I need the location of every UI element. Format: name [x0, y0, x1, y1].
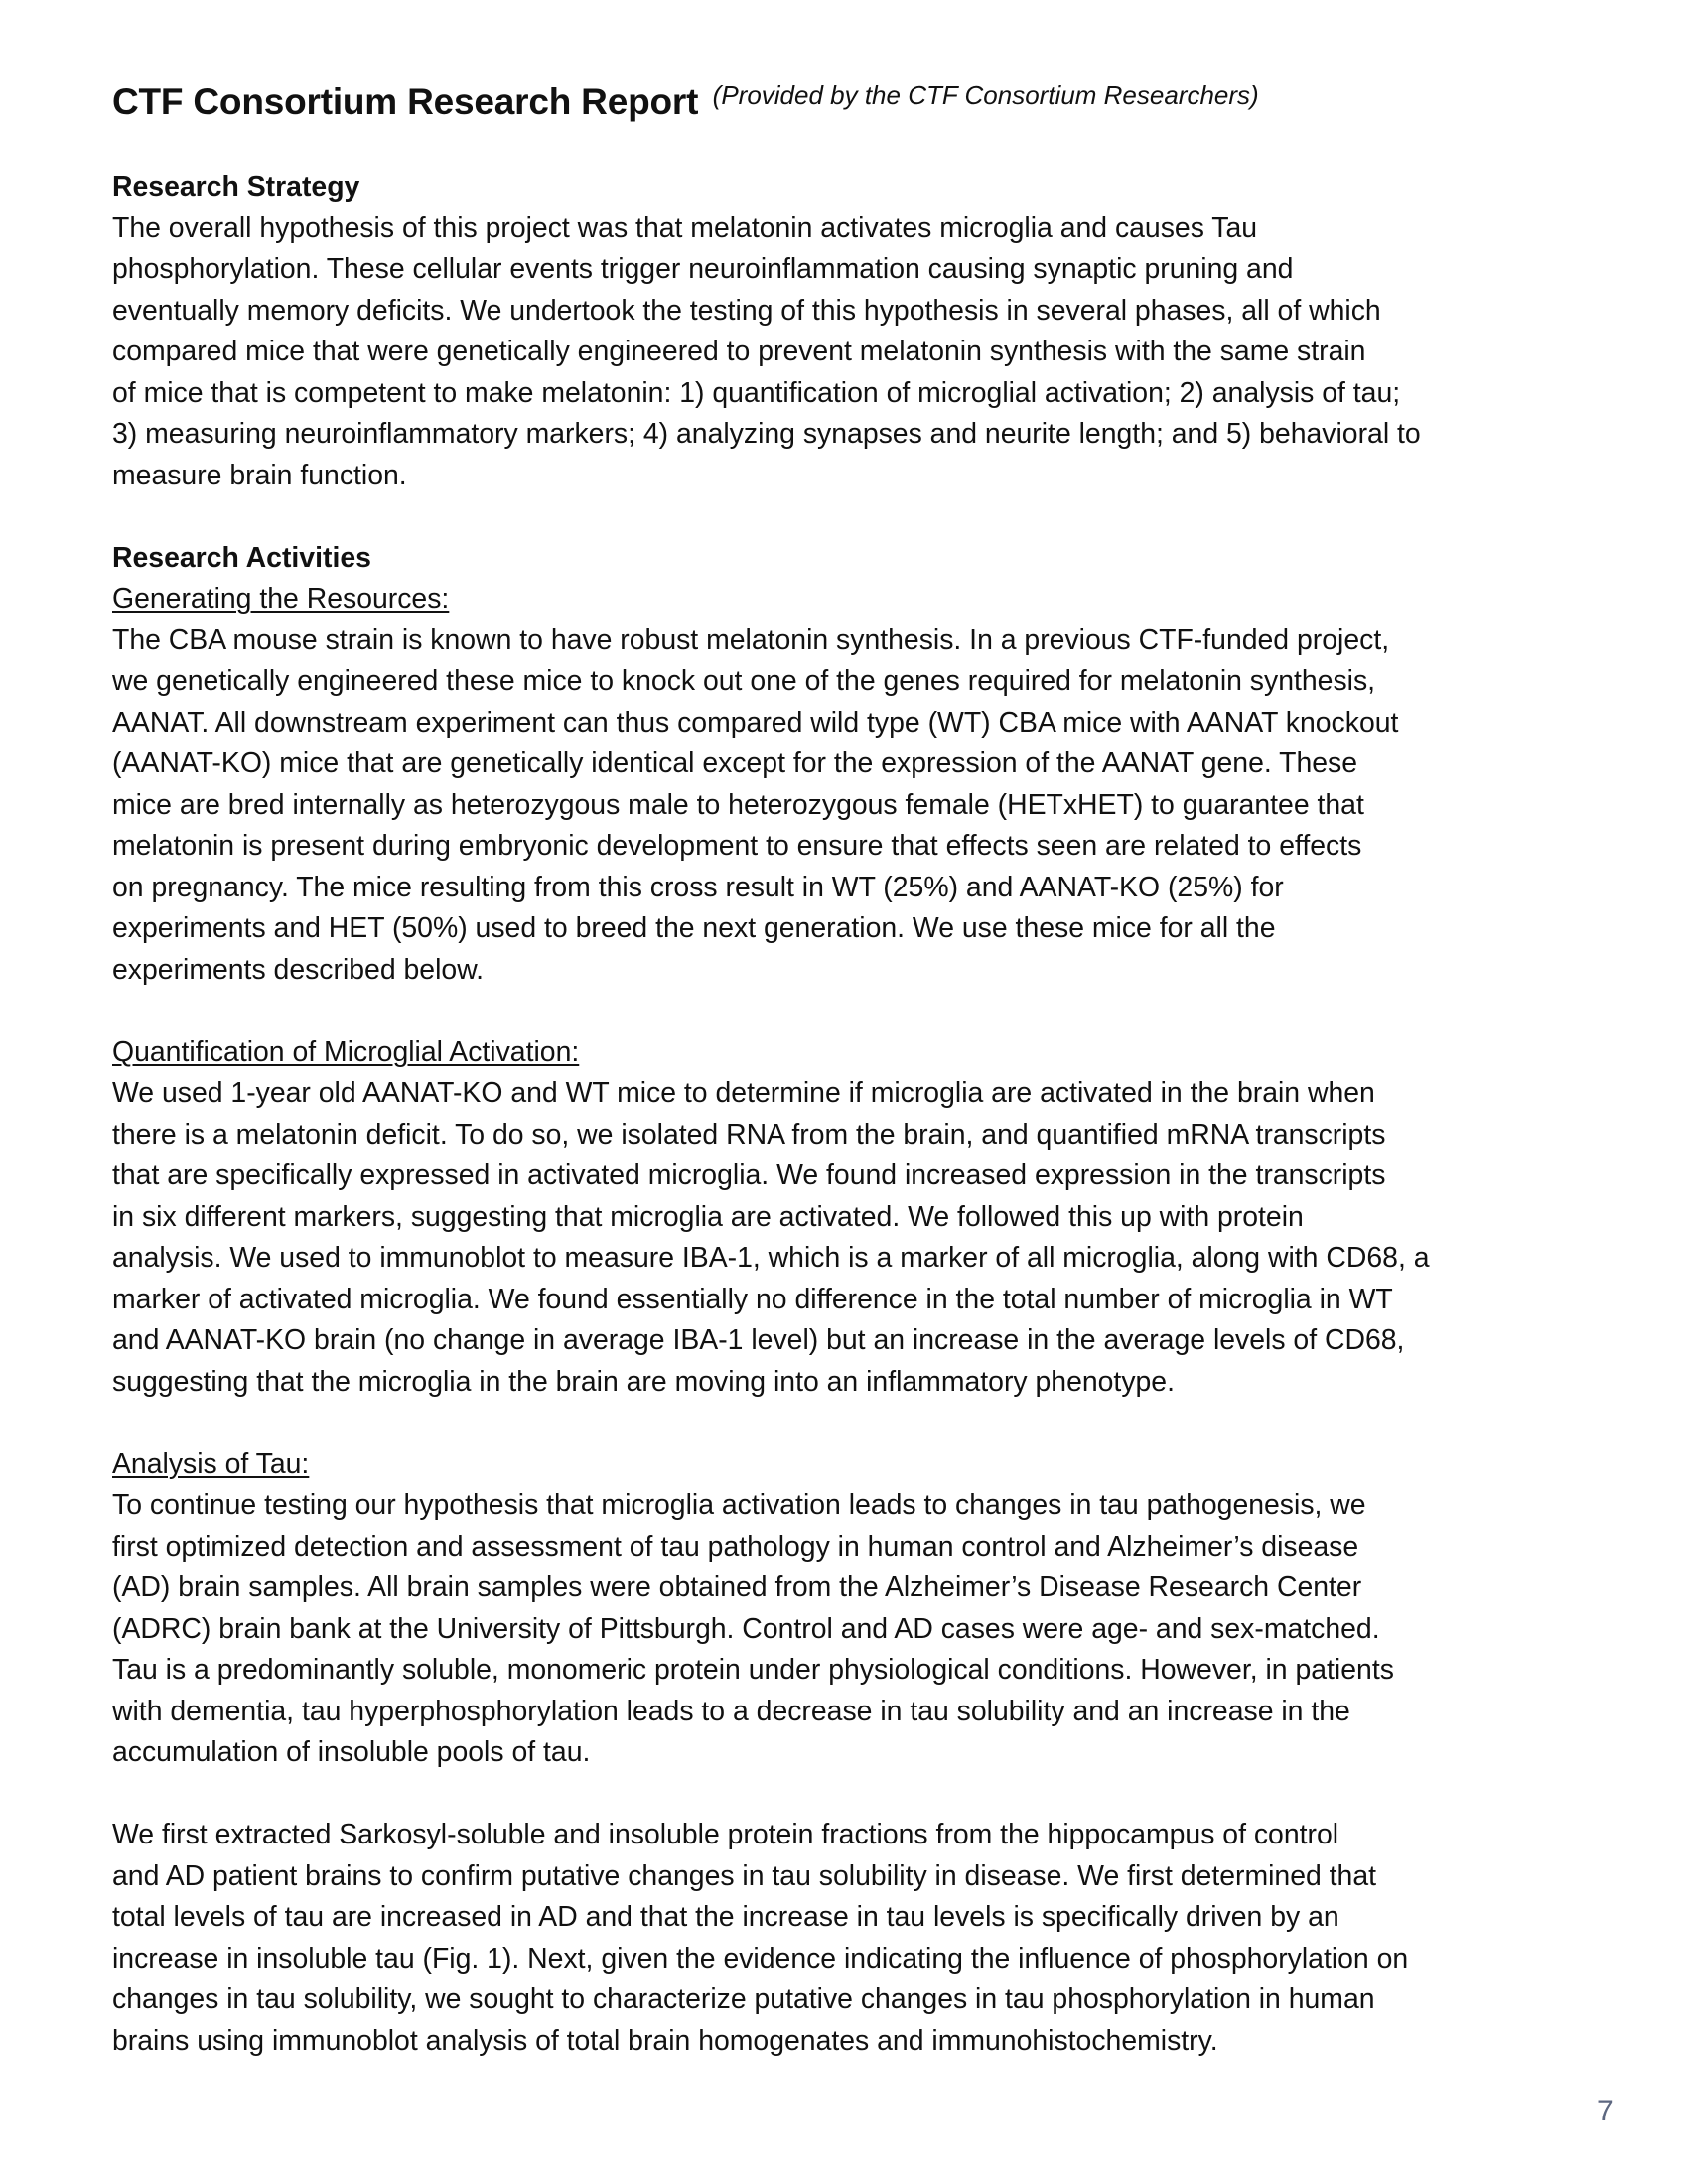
page-number: 7 — [1597, 2095, 1614, 2127]
section-heading-research-strategy: Research Strategy — [112, 171, 360, 203]
text-line: (AANAT-KO) mice that are genetically identical except for the expression of the AANAT gene. These — [112, 748, 1358, 779]
text-line: analysis. We used to immunoblot to measure IBA-1, which is a marker of all microglia, along with CD68, a — [112, 1242, 1430, 1274]
text-line: changes in tau solubility, we sought to characterize putative changes in tau phosphorylation in human — [112, 1983, 1375, 2015]
paragraph-research-strategy — [112, 208, 1621, 497]
text-line: and AANAT-KO brain (no change in average IBA-1 level) but an increase in the average levels of CD68, — [112, 1324, 1405, 1356]
text-line: brains using immunoblot analysis of total brain homogenates and immunohistochemistry. — [112, 2024, 1218, 2057]
text-line: (ADRC) brain bank at the University of Pittsburgh. Control and AD cases were age- and sex-matched. — [112, 1612, 1380, 1645]
text-line: there is a melatonin deficit. To do so, we isolated RNA from the brain, and quantified mRNA transcripts — [112, 1118, 1386, 1151]
text-line: Tau is a predominantly soluble, monomeric protein under physiological conditions. However, in patients — [112, 1654, 1394, 1686]
text-line: of mice that is competent to make melatonin: 1) quantification of microglial activation; 2) analysis of tau; — [112, 376, 1401, 409]
text-line: first optimized detection and assessment of tau pathology in human control and Alzheimer’s disease — [112, 1530, 1359, 1563]
text-line: melatonin is present during embryonic development to ensure that effects seen are related to effects — [112, 830, 1362, 862]
text-line: on pregnancy. The mice resulting from this cross result in WT (25%) and AANAT-KO (25%) for — [112, 871, 1284, 903]
subheading-microglial-activation — [112, 1032, 1621, 1074]
subheading-generating-resources — [112, 579, 1621, 620]
text-line: mice are bred internally as heterozygous male to heterozygous female (HETxHET) to guarantee that — [112, 788, 1364, 821]
paragraph-tau-solubility — [112, 1815, 1621, 2062]
report-title: CTF Consortium Research Report — [112, 81, 699, 122]
text-line: phosphorylation. These cellular events trigger neuroinflammation causing synaptic pruning and — [112, 253, 1294, 285]
spacer — [112, 1403, 1621, 1444]
report-header — [112, 81, 1259, 123]
text-line: accumulation of insoluble pools of tau. — [112, 1736, 591, 1768]
text-line: in six different markers, suggesting that microglia are activated. We followed this up with protein — [112, 1200, 1304, 1233]
section-heading-research-activities: Research Activities — [112, 541, 371, 574]
spacer — [112, 496, 1621, 538]
text-line: we genetically engineered these mice to knock out one of the genes required for melatonin synthesis, — [112, 665, 1376, 697]
spacer — [112, 991, 1621, 1032]
paragraph-microglial-activation — [112, 1073, 1621, 1403]
text-line: that are specifically expressed in activated microglia. We found increased expression in the transcripts — [112, 1160, 1386, 1191]
text-line: with dementia, tau hyperphosphorylation leads to a decrease in tau solubility and an increase in the — [112, 1695, 1350, 1727]
text-line: increase in insoluble tau (Fig. 1). Next, given the evidence indicating the influence of phosphorylation on — [112, 1942, 1409, 1975]
report-subtitle: (Provided by the CTF Consortium Researchers) — [712, 80, 1259, 110]
text-line: measure brain function. — [112, 459, 407, 491]
paragraph-generating-resources — [112, 620, 1621, 992]
report-body — [112, 167, 1621, 2062]
text-line: eventually memory deficits. We undertook the testing of this hypothesis in several phases, all of which — [112, 294, 1381, 327]
subheading-label: Quantification of Microglial Activation: — [112, 1035, 580, 1068]
subheading-label: Analysis of Tau: — [112, 1447, 310, 1480]
text-line: compared mice that were genetically engineered to prevent melatonin synthesis with the same strain — [112, 336, 1366, 367]
subheading-label: Generating the Resources: — [112, 583, 450, 614]
spacer — [112, 1774, 1621, 1816]
text-line: total levels of tau are increased in AD and that the increase in tau levels is specifically driven by an — [112, 1901, 1339, 1933]
text-line: We used 1-year old AANAT-KO and WT mice to determine if microglia are activated in the brain when — [112, 1077, 1375, 1109]
text-line: and AD patient brains to confirm putative changes in tau solubility in disease. We first determined that — [112, 1859, 1377, 1892]
text-line: The overall hypothesis of this project was that melatonin activates microglia and causes Tau — [112, 211, 1258, 244]
subheading-analysis-of-tau — [112, 1444, 1621, 1486]
text-line: (AD) brain samples. All brain samples were obtained from the Alzheimer’s Disease Research Center — [112, 1571, 1362, 1603]
text-line: suggesting that the microglia in the brain are moving into an inflammatory phenotype. — [112, 1365, 1175, 1398]
text-line: We first extracted Sarkosyl-soluble and insoluble protein fractions from the hippocampus of control — [112, 1819, 1339, 1850]
text-line: The CBA mouse strain is known to have robust melatonin synthesis. In a previous CTF-funded project, — [112, 623, 1390, 656]
paragraph-analysis-of-tau — [112, 1485, 1621, 1774]
text-line: experiments described below. — [112, 953, 485, 986]
text-line: marker of activated microglia. We found essentially no difference in the total number of microglia in WT — [112, 1283, 1393, 1315]
text-line: experiments and HET (50%) used to breed the next generation. We use these mice for all the — [112, 912, 1276, 944]
text-line: 3) measuring neuroinflammatory markers; 4) analyzing synapses and neurite length; and 5) behavioral to — [112, 418, 1421, 450]
text-line: To continue testing our hypothesis that microglia activation leads to changes in tau pathogenesis, we — [112, 1489, 1366, 1521]
text-line: AANAT. All downstream experiment can thus compared wild type (WT) CBA mice with AANAT knockout — [112, 706, 1399, 739]
